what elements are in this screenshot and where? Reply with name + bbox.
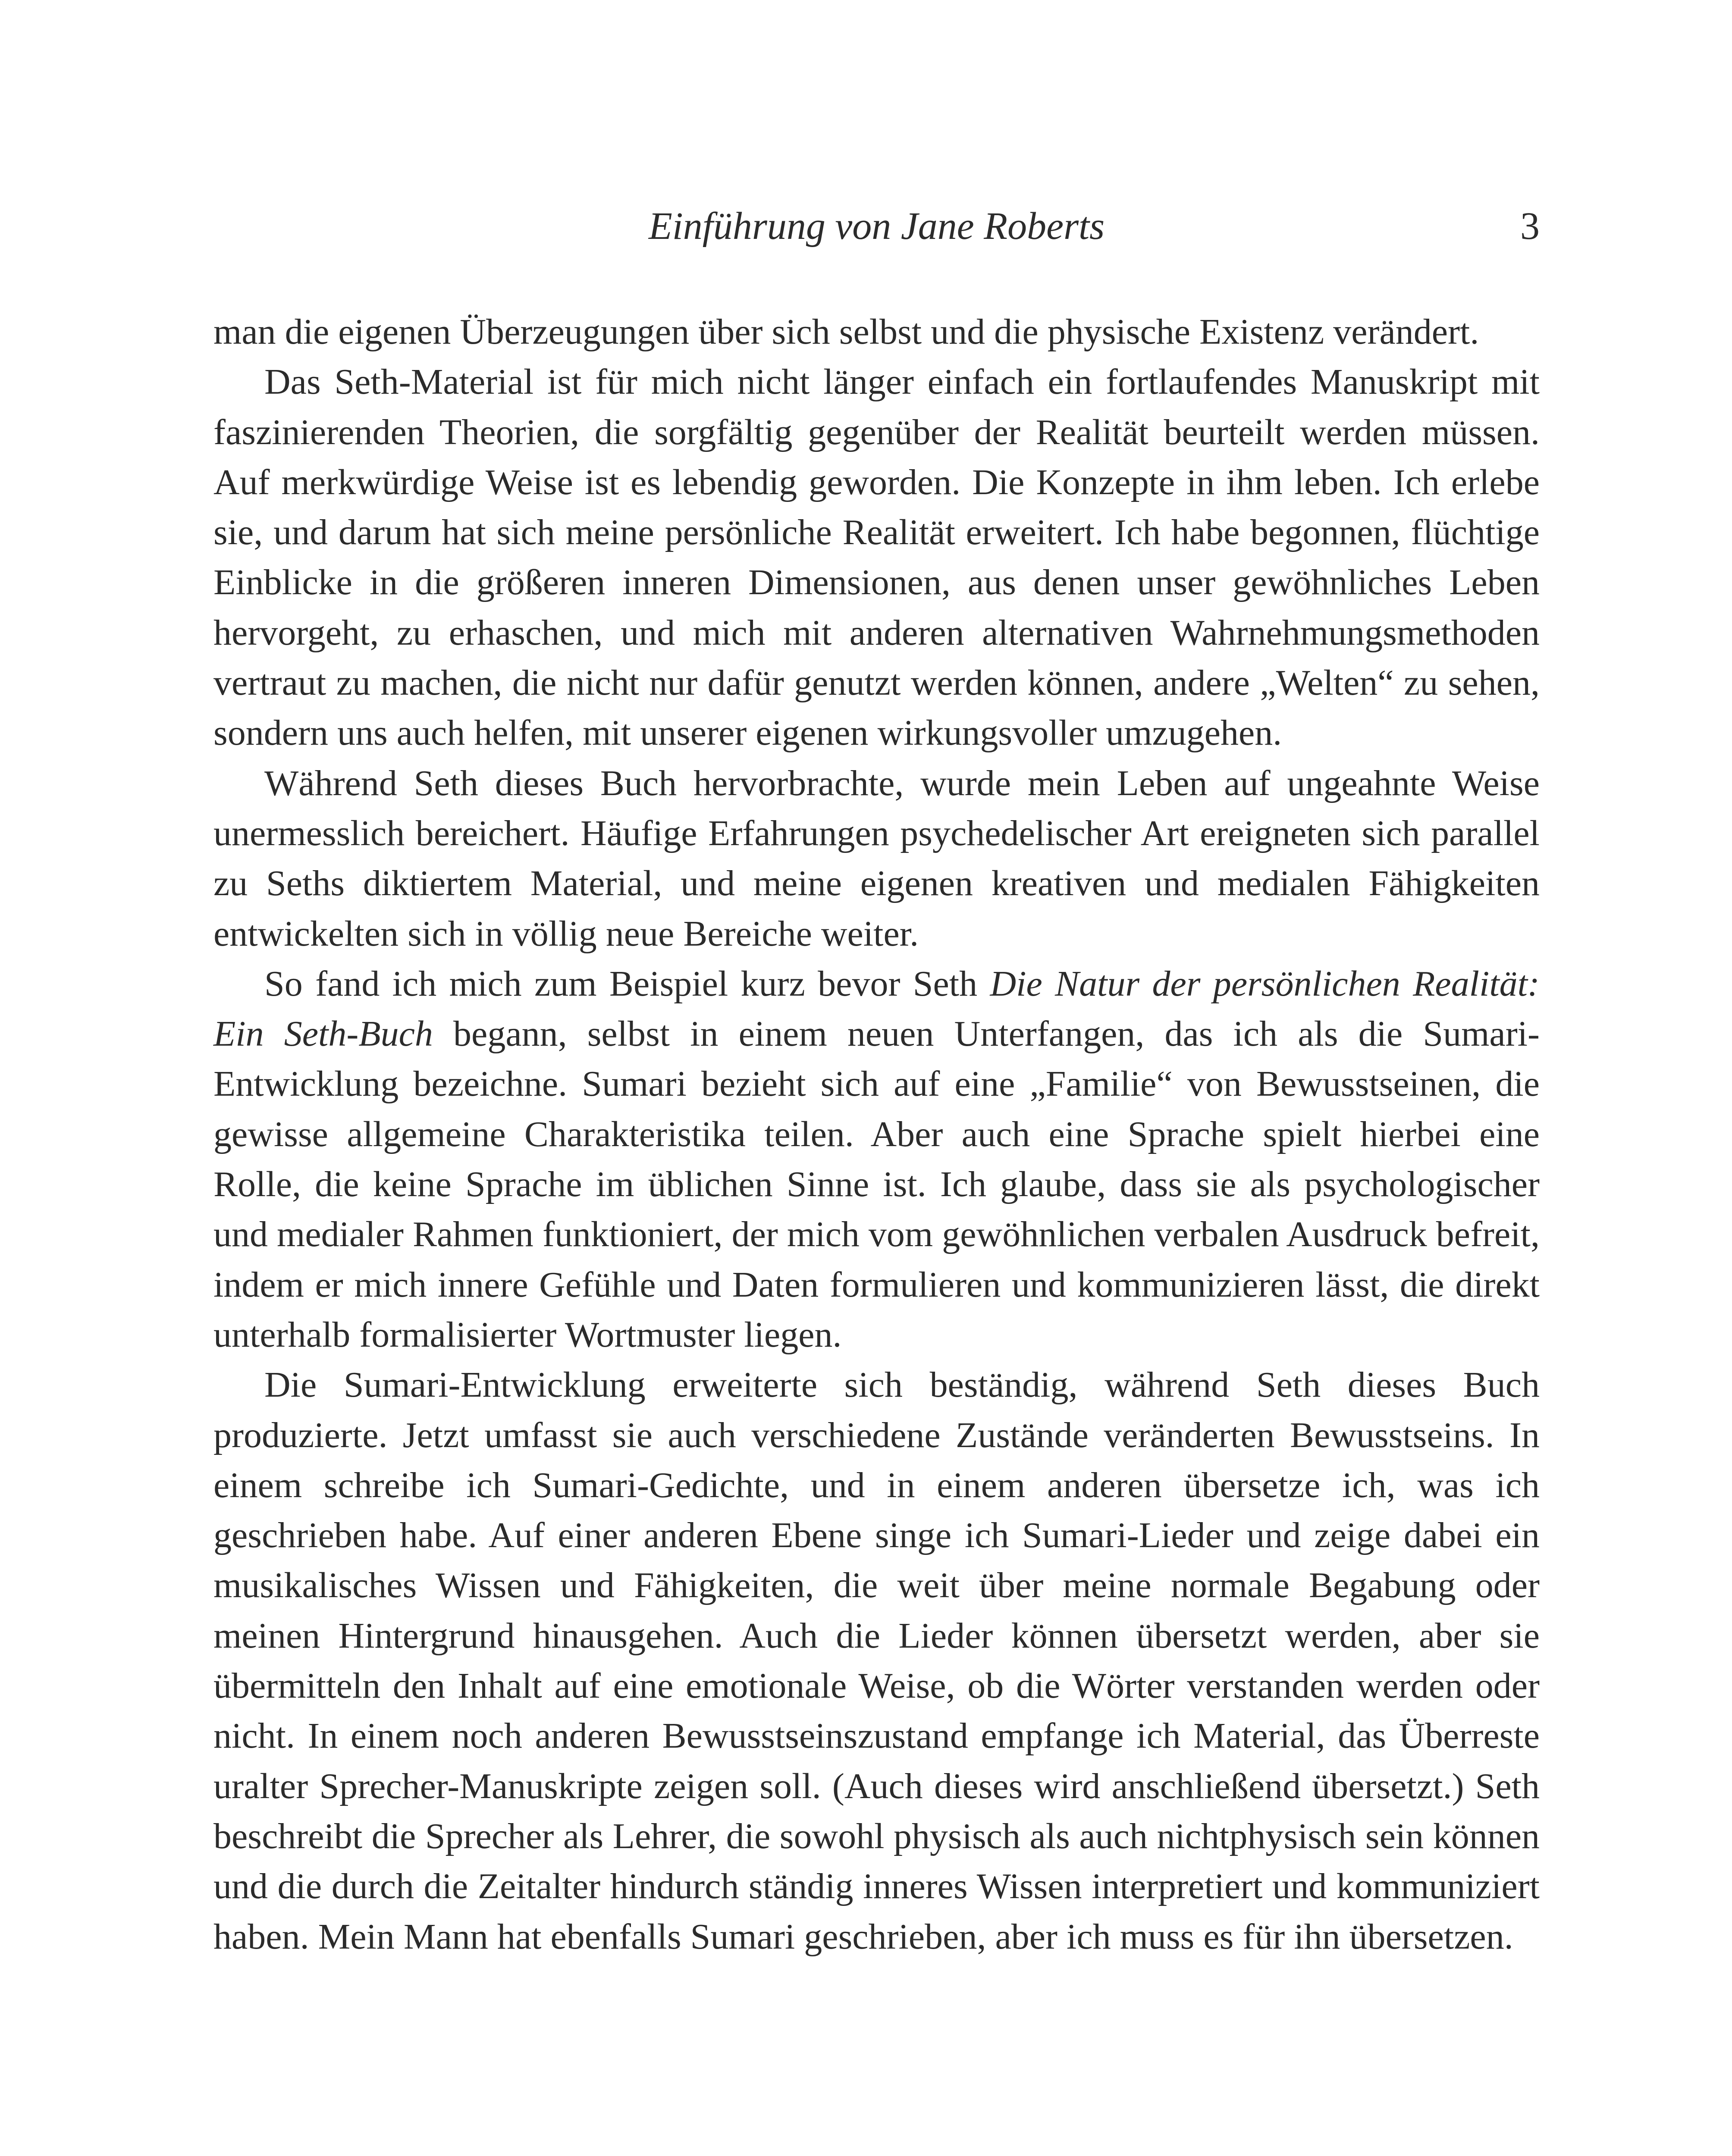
paragraph-1: man die eigenen Überzeugungen über sich selbst und die physische Existenz verändert.: [213, 312, 1479, 352]
book-title: Die Natur der persönlichen Realität: Ein Seth-Buch: [213, 963, 1540, 1054]
paragraph-2: Das Seth-Material ist für mich nicht länger einfach ein fortlaufendes Manuskript mit faszinierenden Theorien, die sorgfältig gegenüber der Realität beurteilt werden müssen. Auf merkwürdige Weise ist es lebendig geworden. Die Konzepte in ihm leben. Ich erlebe sie, und darum hat sich meine persönliche Realität erweitert. Ich habe begonnen, flüchtige Einblicke in die größeren inneren Dimensionen, aus denen unser gewöhnliches Leben hervorgeht, zu erhaschen, und mich mit anderen alternativen Wahrnehmungsmethoden vertraut zu machen, die nicht nur dafür genutzt werden können, andere „Welten“ zu sehen, sondern uns auch helfen, mit unserer eigenen wirkungsvoller umzugehen.: [213, 362, 1540, 753]
paragraph-5: Die Sumari-Entwicklung erweiterte sich beständig, während Seth dieses Buch produzierte. Jetzt umfasst sie auch verschiedene Zustände veränderten Bewusstseins. In einem schreibe ich Sumari-Gedichte, und in einem anderen übersetze ich, was ich geschrieben habe. Auf einer anderen Ebene singe ich Sumari-Lieder und zeige dabei ein musikalisches Wissen und Fähigkeiten, die weit über meine normale Begabung oder meinen Hintergrund hinausgehen. Auch die Lieder können übersetzt werden, aber sie übermitteln den Inhalt auf eine emotionale Weise, ob die Wörter verstanden werden oder nicht. In einem noch anderen Bewusstseinszustand empfange ich Material, das Überreste uralter Sprecher-Manuskripte zeigen soll. (Auch dieses wird anschließend übersetzt.) Seth beschreibt die Sprecher als Lehrer, die sowohl physisch als auch nichtphysisch sein können und die durch die Zeitalter hindurch ständig inneres Wissen interpretiert und kommuniziert haben. Mein Mann hat ebenfalls Sumari geschrieben, aber ich muss es für ihn übersetzen.: [213, 1365, 1540, 1957]
body-text: [213, 307, 1540, 1962]
paragraph-3: Während Seth dieses Buch hervorbrachte, wurde mein Leben auf ungeahnte Weise unermesslich bereichert. Häufige Erfahrungen psychedelischer Art ereigneten sich parallel zu Seths diktiertem Material, und meine eigenen kreativen und medialen Fähigkeiten entwickelten sich in völlig neue Bereiche weiter.: [213, 763, 1540, 954]
paragraph-4: [213, 959, 1540, 1360]
paragraph-4-text-after: begann, selbst in einem neuen Unterfangen, das ich als die Sumari-Entwicklung bezeichne. Sumari bezieht sich auf eine „Familie“ von Bewusstseinen, die gewisse allgemeine Charakteristika teilen. Aber auch eine Sprache spielt hierbei eine Rolle, die keine Sprache im üblichen Sinne ist. Ich glaube, dass sie als psychologischer und medialer Rahmen funktioniert, der mich vom gewöhnlichen verbalen Ausdruck befreit, indem er mich innere Gefühle und Daten formulieren und kommunizieren lässt, die direkt unterhalb formalisierter Wortmuster liegen.: [213, 1014, 1540, 1355]
paragraph-4-text-before: So fand ich mich zum Beispiel kurz bevor Seth: [264, 963, 990, 1004]
running-title: Einführung von Jane Roberts: [648, 205, 1105, 248]
running-head: [213, 196, 1540, 257]
page-number: 3: [1520, 205, 1540, 248]
